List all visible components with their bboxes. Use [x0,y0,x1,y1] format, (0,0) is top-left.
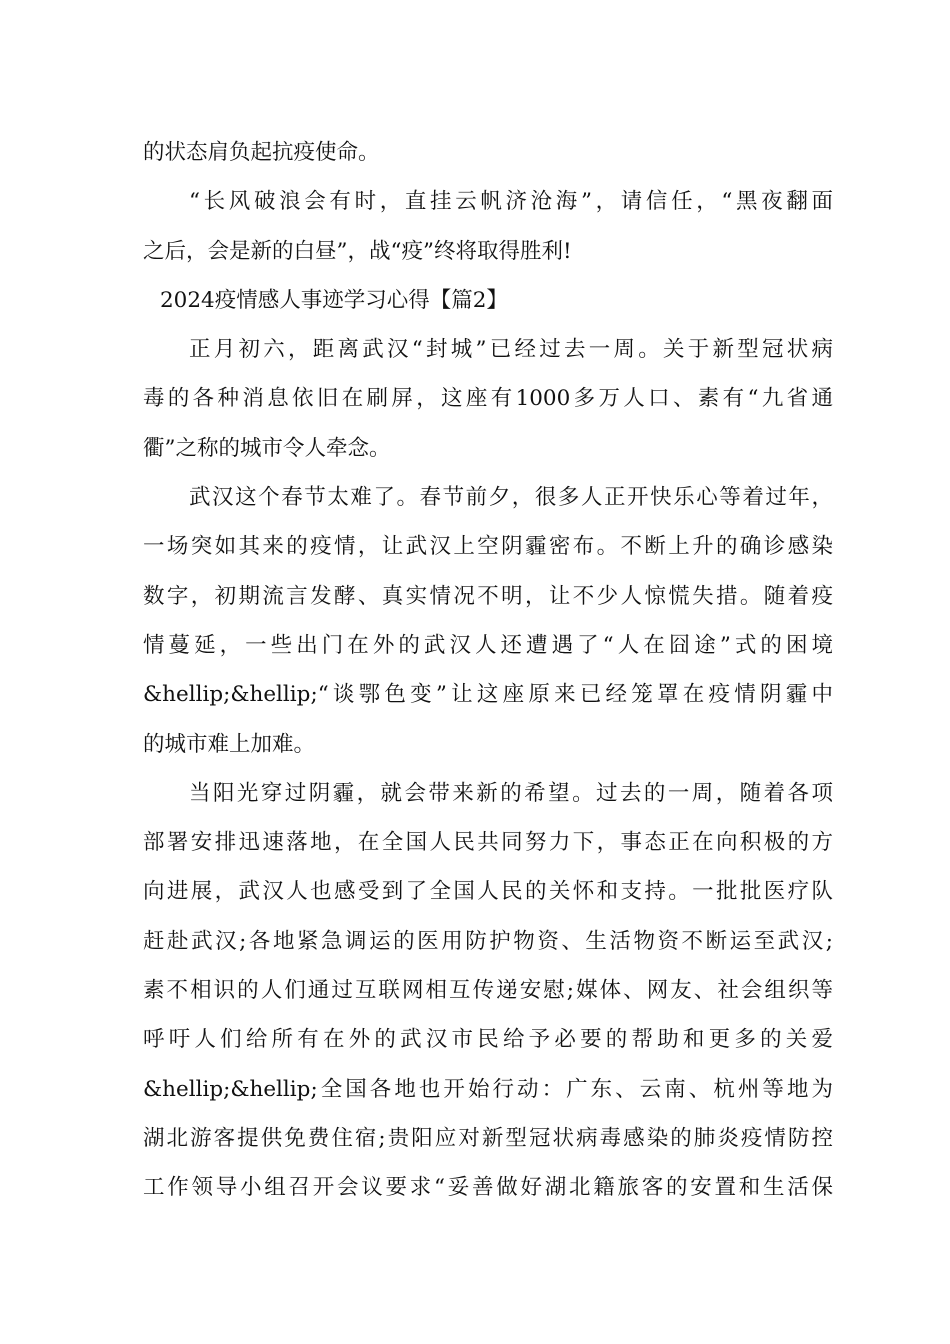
text-line: 的状态肩负起抗疫使命。 [143,140,380,165]
text-line: 之后，会是新的白昼”，战“疫”终将取得胜利! [143,238,572,264]
text-line: 素不相识的人们通过互联网相互传递安慰;媒体、网友、社会组织等 [143,978,833,1004]
text-line: 一场突如其来的疫情，让武汉上空阴霾密布。不断上升的确诊感染 [143,534,833,560]
text-line: 向进展，武汉人也感受到了全国人民的关怀和支持。一批批医疗队 [143,879,833,905]
text-line: 衢”之称的城市令人牵念。 [143,435,391,461]
document-body [143,128,833,1213]
text-line: 呼吁人们给所有在外的武汉市民给予必要的帮助和更多的关爱 [143,1027,833,1053]
text-line: 情蔓延，一些出门在外的武汉人还遭遇了“人在囧途”式的困境 [143,632,833,658]
text-line: 工作领导小组召开会议要求“妥善做好湖北籍旅客的安置和生活保 [143,1175,833,1201]
text-line: 当阳光穿过阴霾，就会带来新的希望。过去的一周，随着各项 [189,780,833,806]
text-line: 部署安排迅速落地，在全国人民共同努力下，事态正在向积极的方 [143,830,833,856]
text-line: 湖北游客提供免费住宿;贵阳应对新型冠状病毒感染的肺炎疫情防控 [143,1125,833,1151]
text-line: “长风破浪会有时，直挂云帆济沧海”，请信任，“黑夜翻面 [189,189,833,215]
text-line: &hellip;&hellip;全国各地也开始行动：广东、云南、杭州等地为 [143,1076,833,1102]
section-heading: 2024疫情感人事迹学习心得【篇2】 [160,287,508,313]
text-line: 毒的各种消息依旧在刷屏，这座有1000多万人口、素有“九省通 [143,386,833,412]
text-line: 武汉这个春节太难了。春节前夕，很多人正开快乐心等着过年， [189,485,833,511]
text-line: 数字，初期流言发酵、真实情况不明，让不少人惊慌失措。随着疫 [143,583,833,609]
text-line: &hellip;&hellip;“谈鄂色变”让这座原来已经笼罩在疫情阴霾中 [143,682,833,708]
text-line: 的城市难上加难。 [143,731,316,757]
text-line: 赶赴武汉;各地紧急调运的医用防护物资、生活物资不断运至武汉; [143,928,833,954]
text-line: 正月初六，距离武汉“封城”已经过去一周。关于新型冠状病 [189,337,833,363]
